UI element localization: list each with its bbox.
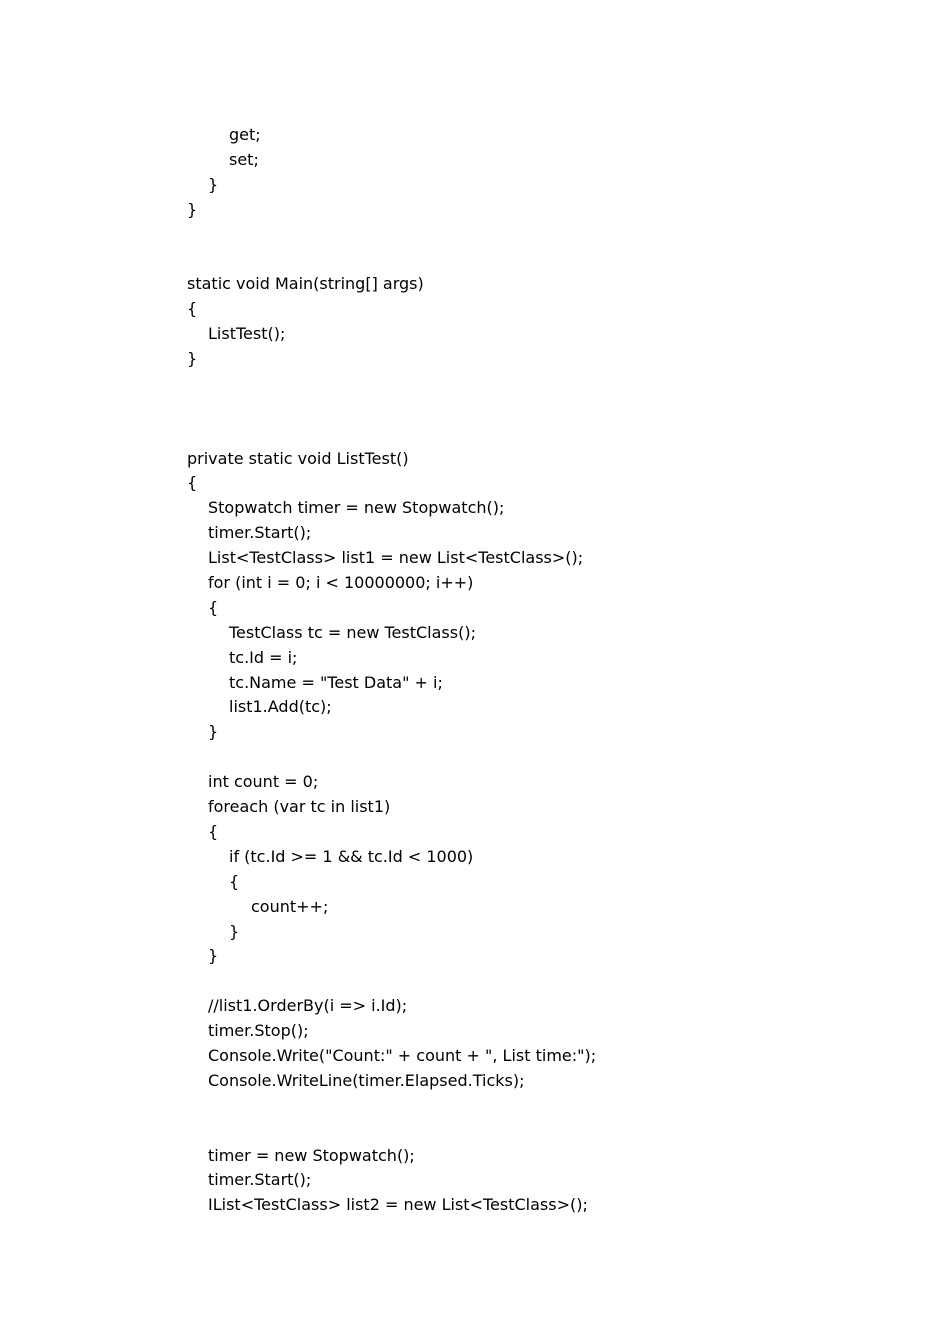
code-line: } <box>208 946 219 966</box>
code-line: timer.Stop(); <box>208 1021 309 1041</box>
code-line <box>187 397 887 422</box>
code-line <box>187 372 887 397</box>
code-line: ListTest(); <box>208 324 286 344</box>
code-line: for (int i = 0; i < 10000000; i++) <box>208 573 474 593</box>
code-line <box>187 247 887 272</box>
code-line: TestClass tc = new TestClass(); <box>229 622 476 642</box>
code-line: IList<TestClass> list2 = new List<TestClass>(); <box>208 1195 588 1215</box>
code-line: tc.Id = i; <box>229 647 298 667</box>
code-line: { <box>229 871 240 891</box>
code-line: foreach (var tc in list1) <box>208 797 391 817</box>
code-line: timer.Start(); <box>208 523 312 543</box>
code-line: { <box>208 821 219 841</box>
code-line: list1.Add(tc); <box>229 697 332 717</box>
code-line: List<TestClass> list1 = new List<TestClass>(); <box>208 548 584 568</box>
code-listing <box>187 123 887 1218</box>
code-line <box>187 745 887 770</box>
code-line: //list1.OrderBy(i => i.Id); <box>208 996 408 1016</box>
code-line: { <box>187 473 198 493</box>
code-line: } <box>187 349 198 369</box>
code-line <box>187 1094 887 1119</box>
code-line: } <box>229 921 240 941</box>
code-line: private static void ListTest() <box>187 448 409 468</box>
code-line: int count = 0; <box>208 772 319 792</box>
code-line: get; <box>229 125 261 144</box>
code-line <box>187 969 887 994</box>
code-line: if (tc.Id >= 1 && tc.Id < 1000) <box>229 846 474 866</box>
code-line: } <box>208 722 219 742</box>
code-line: { <box>208 597 219 617</box>
code-line: count++; <box>251 896 329 916</box>
code-line <box>187 1119 887 1144</box>
code-line: } <box>208 174 219 194</box>
code-line: set; <box>229 149 259 169</box>
code-line: tc.Name = "Test Data" + i; <box>229 672 443 692</box>
code-line: Console.WriteLine(timer.Elapsed.Ticks); <box>208 1070 525 1090</box>
code-line: timer = new Stopwatch(); <box>208 1145 415 1165</box>
code-line: timer.Start(); <box>208 1170 312 1190</box>
code-line: static void Main(string[] args) <box>187 274 424 294</box>
code-line <box>187 422 887 447</box>
code-line <box>187 223 887 248</box>
code-line: { <box>187 299 198 319</box>
code-line: } <box>187 199 198 219</box>
code-line: Console.Write("Count:" + count + ", List time:"); <box>208 1045 597 1065</box>
code-line: Stopwatch timer = new Stopwatch(); <box>208 498 505 518</box>
